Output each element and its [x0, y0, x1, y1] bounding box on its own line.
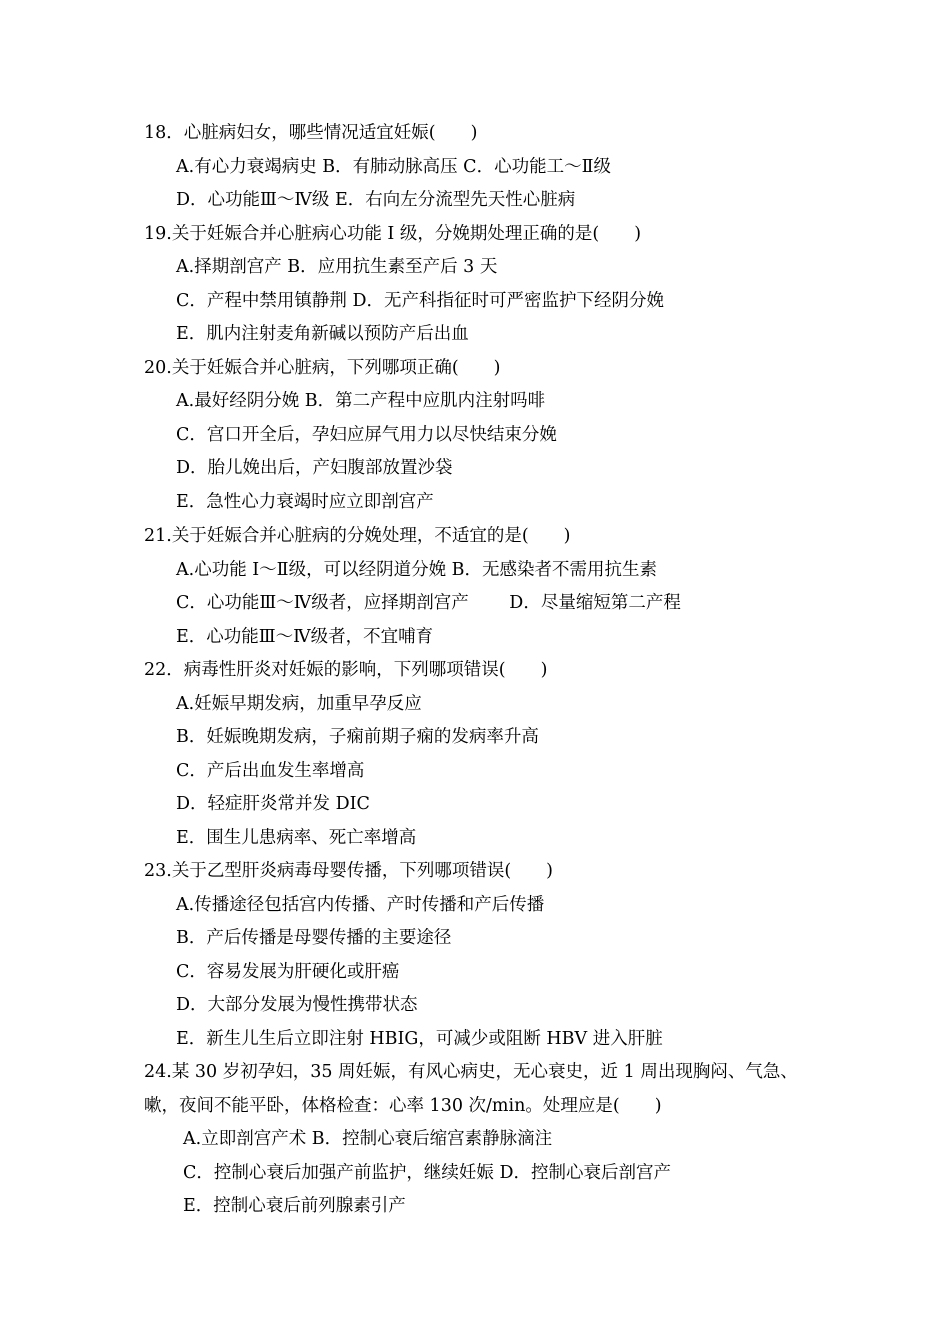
- question-20-options-line-2: C．宫口开全后，孕妇应屏气用力以尽快结束分娩: [176, 425, 557, 445]
- question-20-stem: 20.关于妊娠合并心脏病，下列哪项正确( ): [144, 358, 501, 378]
- question-18-options-line-1: A.有心力衰竭病史 B．有肺动脉高压 C．心功能工～Ⅱ级: [176, 157, 611, 177]
- question-20-options-line-1: A.最好经阴分娩 B．第二产程中应肌内注射吗啡: [176, 391, 546, 411]
- question-19-stem: 19.关于妊娠合并心脏病心功能 I 级，分娩期处理正确的是( ): [144, 224, 642, 244]
- question-18-stem: 18．心脏病妇女，哪些情况适宜妊娠( ): [144, 123, 478, 143]
- question-20-options-line-4: E．急性心力衰竭时应立即剖宫产: [176, 492, 434, 512]
- question-22-options-line-2: B．妊娠晚期发病，子痫前期子痫的发病率升高: [176, 727, 539, 747]
- question-23-options-line-1: A.传播途径包括宫内传播、产时传播和产后传播: [176, 895, 545, 915]
- question-19-options-line-3: E．肌内注射麦角新碱以预防产后出血: [176, 324, 469, 344]
- question-22-options-line-4: D．轻症肝炎常并发 DIC: [176, 794, 370, 814]
- question-22-options-line-5: E．围生儿患病率、死亡率增高: [176, 828, 417, 848]
- question-23-stem: 23.关于乙型肝炎病毒母婴传播，下列哪项错误( ): [144, 861, 553, 881]
- question-21-options-line-2: C．心功能Ⅲ～Ⅳ级者，应择期剖宫产 D．尽量缩短第二产程: [176, 593, 681, 613]
- question-24-stem-continued: 嗽，夜间不能平卧，体格检查：心率 130 次/min。处理应是( ): [144, 1096, 662, 1116]
- question-22-stem: 22．病毒性肝炎对妊娠的影响，下列哪项错误( ): [144, 660, 548, 680]
- question-23-options-line-4: D．大部分发展为慢性携带状态: [176, 995, 418, 1015]
- question-24-options-line-3: E．控制心衰后前列腺素引产: [183, 1196, 406, 1216]
- question-23-options-line-2: B．产后传播是母婴传播的主要途径: [176, 928, 452, 948]
- question-21-stem: 21.关于妊娠合并心脏病的分娩处理，不适宜的是( ): [144, 526, 571, 546]
- question-23-options-line-5: E．新生儿生后立即注射 HBIG，可减少或阻断 HBV 进入肝脏: [176, 1029, 663, 1049]
- question-18-options-line-2: D．心功能Ⅲ～Ⅳ级 E．右向左分流型先天性心脏病: [176, 190, 576, 210]
- question-22-options-line-3: C．产后出血发生率增高: [176, 761, 365, 781]
- question-20-options-line-3: D．胎儿娩出后，产妇腹部放置沙袋: [176, 458, 453, 478]
- question-24-stem: 24.某 30 岁初孕妇，35 周妊娠，有风心病史，无心衰史，近 1 周出现胸闷、气急、: [144, 1062, 798, 1082]
- question-19-options-line-1: A.择期剖宫产 B．应用抗生素至产后 3 天: [176, 257, 498, 277]
- question-24-options-line-1: A.立即剖宫产术 B．控制心衰后缩宫素静脉滴注: [183, 1129, 553, 1149]
- question-19-options-line-2: C．产程中禁用镇静荆 D．无产科指征时可严密监护下经阴分娩: [176, 291, 664, 311]
- question-21-options-line-3: E．心功能Ⅲ～Ⅳ级者，不宜哺育: [176, 627, 434, 647]
- question-23-options-line-3: C．容易发展为肝硬化或肝癌: [176, 962, 400, 982]
- question-24-options-line-2: C．控制心衰后加强产前监护，继续妊娠 D．控制心衰后剖宫产: [183, 1163, 671, 1183]
- question-22-options-line-1: A.妊娠早期发病，加重早孕反应: [176, 694, 422, 714]
- question-21-options-line-1: A.心功能 I～Ⅱ级，可以经阴道分娩 B．无感染者不需用抗生素: [176, 560, 657, 580]
